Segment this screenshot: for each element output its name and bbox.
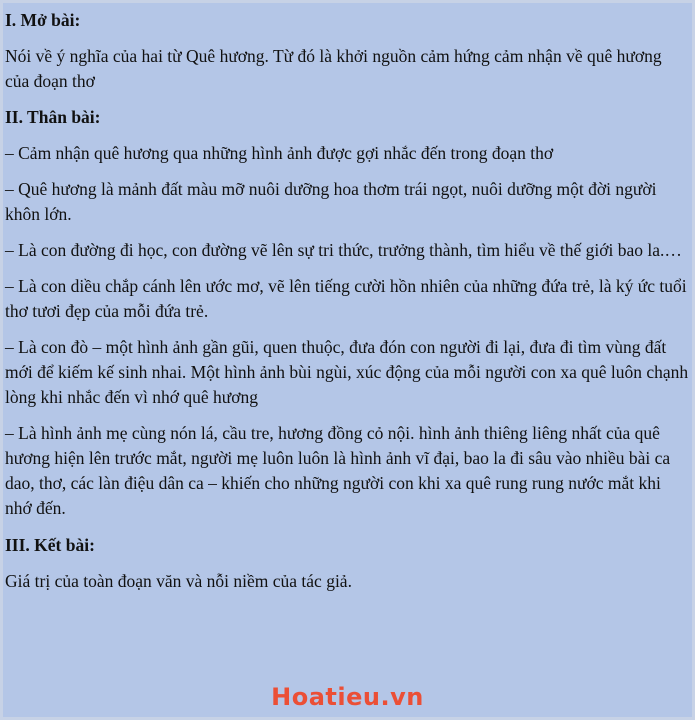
section-heading-body: II. Thân bài: [5,107,101,127]
conclusion-paragraph: Giá trị của toàn đoạn văn và nỗi niềm của tác giả. [5,571,352,591]
body-paragraph-6: – Là hình ảnh mẹ cùng nón lá, cầu tre, hương đồng cỏ nội. hình ảnh thiêng liêng nhất của quê hương hiện lên trước mắt, người mẹ luôn luôn là hình ảnh vĩ đại, bao la đi sâu vào nhiều bài ca dao, thơ, các làn điệu dân ca – khiến cho những người con khi xa quê rung rung nước mắt khi nhớ đến. [5,423,671,518]
body-paragraph-4: – Là con diều chắp cánh lên ước mơ, vẽ lên tiếng cười hồn nhiên của những đứa trẻ, là ký ức tuổi thơ tươi đẹp của mỗi đứa trẻ. [5,276,687,321]
body-paragraph-1: – Cảm nhận quê hương qua những hình ảnh được gợi nhắc đến trong đoạn thơ [5,143,554,163]
body-paragraph-5: – Là con đò – một hình ảnh gần gũi, quen thuộc, đưa đón con người đi lại, đưa đi tìm vùng đất mới để kiếm kế sinh nhai. Một hình ảnh bùi ngùi, xúc động của mỗi người con xa quê luôn chạnh lòng khi nhắc đến vì nhớ quê hương [5,337,689,407]
body-paragraph-2: – Quê hương là mảnh đất màu mỡ nuôi dưỡng hoa thơm trái ngọt, nuôi dưỡng một đời người khôn lớn. [5,179,657,224]
intro-paragraph: Nói về ý nghĩa của hai từ Quê hương. Từ đó là khởi nguồn cảm hứng cảm nhận về quê hương của đoạn thơ [5,46,662,91]
section-heading-intro: I. Mở bài: [5,10,81,30]
document-content [5,8,689,605]
section-heading-conclusion: III. Kết bài: [5,535,95,555]
body-paragraph-3: – Là con đường đi học, con đường vẽ lên sự tri thức, trưởng thành, tìm hiểu về thế giới bao la.… [5,240,682,260]
site-watermark: Hoatieu.vn [271,683,424,711]
